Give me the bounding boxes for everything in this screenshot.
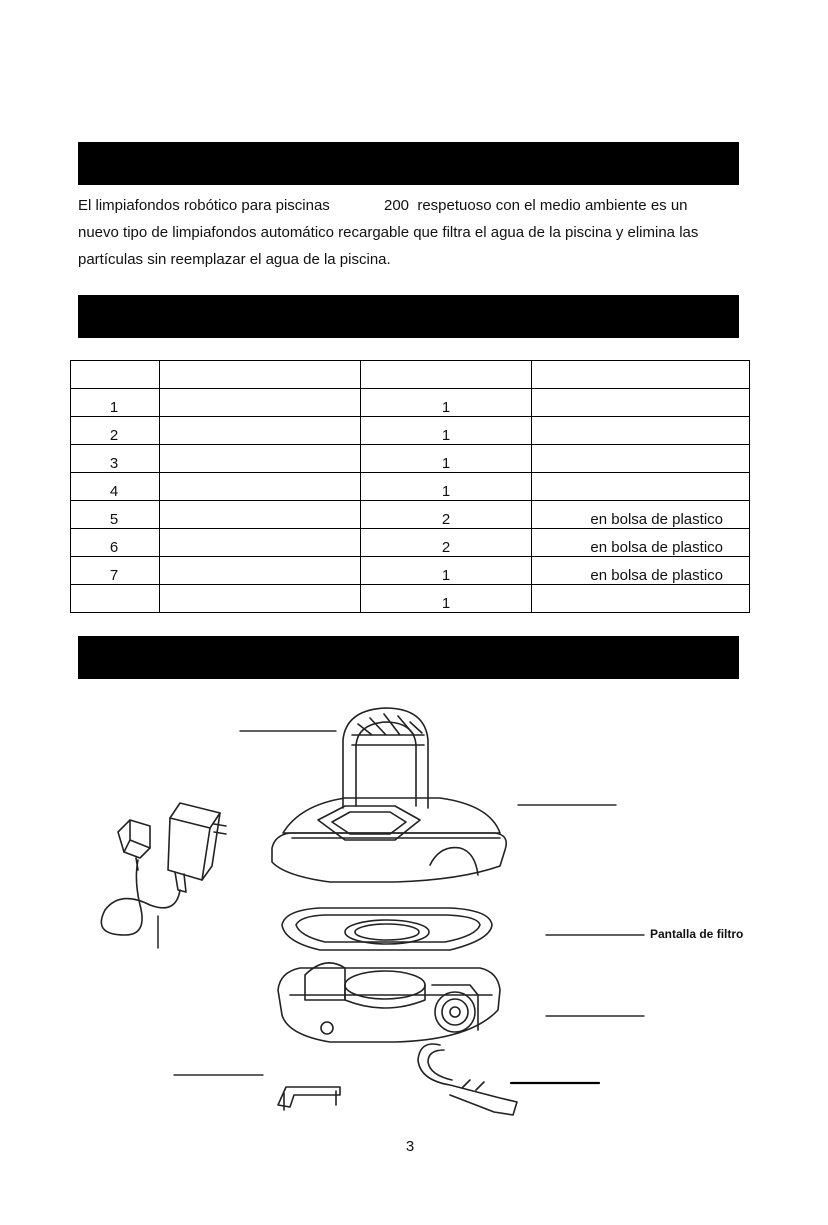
filter-screen-label: Pantalla de filtro <box>650 927 744 941</box>
cell-quantity: 1 <box>361 557 532 585</box>
cell-note: en bolsa de plastico <box>532 501 750 529</box>
cell-name <box>160 389 361 417</box>
table-row <box>71 529 750 557</box>
cell-quantity: 2 <box>361 529 532 557</box>
table-row <box>71 501 750 529</box>
parts-list-table <box>70 360 750 613</box>
cell-note <box>532 585 750 613</box>
cell-name <box>160 557 361 585</box>
cleaning-hook-tool-icon <box>418 1044 517 1115</box>
table-row <box>71 585 750 613</box>
cell-number: 4 <box>71 473 160 501</box>
cell-quantity: 1 <box>361 445 532 473</box>
cell-note <box>532 445 750 473</box>
page-number: 3 <box>405 1138 415 1155</box>
robot-top-cover-icon <box>272 708 506 882</box>
cell-quantity: 1 <box>361 585 532 613</box>
cell-number: 7 <box>71 557 160 585</box>
table-row <box>71 557 750 585</box>
cell-name <box>160 417 361 445</box>
product-exploded-diagram <box>0 690 828 1130</box>
section-header-bar-3 <box>78 636 739 679</box>
section-header-bar-1 <box>78 142 739 185</box>
bracket-clip-icon <box>278 1087 340 1110</box>
cell-quantity <box>361 361 532 389</box>
cell-note: en bolsa de plastico <box>532 529 750 557</box>
robot-base-body-icon <box>278 963 500 1042</box>
cell-note <box>532 361 750 389</box>
intro-line-3: partículas sin reemplazar el agua de la piscina. <box>78 251 391 268</box>
cell-quantity: 1 <box>361 417 532 445</box>
cell-quantity: 2 <box>361 501 532 529</box>
cell-note: en bolsa de plastico <box>532 557 750 585</box>
table-row <box>71 361 750 389</box>
charger-adapter-icon <box>101 803 226 935</box>
cell-name <box>160 473 361 501</box>
cell-quantity: 1 <box>361 389 532 417</box>
cell-name <box>160 585 361 613</box>
cell-note <box>532 473 750 501</box>
cell-note <box>532 417 750 445</box>
cell-note <box>532 389 750 417</box>
table-row <box>71 473 750 501</box>
intro-line-2: nuevo tipo de limpiafondos automático recargable que filtra el agua de la piscina y elimina las <box>78 224 699 241</box>
table-row <box>71 445 750 473</box>
cell-number <box>71 361 160 389</box>
cell-name <box>160 501 361 529</box>
cell-name <box>160 529 361 557</box>
intro-paragraph <box>78 192 758 273</box>
label-leader-lines <box>158 731 644 1083</box>
cell-quantity: 1 <box>361 473 532 501</box>
cell-number: 6 <box>71 529 160 557</box>
cell-number: 2 <box>71 417 160 445</box>
cell-number: 5 <box>71 501 160 529</box>
table-row <box>71 389 750 417</box>
filter-frame-icon <box>282 908 492 950</box>
table-row <box>71 417 750 445</box>
cell-number: 1 <box>71 389 160 417</box>
cell-number: 3 <box>71 445 160 473</box>
section-header-bar-2 <box>78 295 739 338</box>
cell-name <box>160 361 361 389</box>
cell-number <box>71 585 160 613</box>
intro-line-1: El limpiafondos robótico para piscinas 200 respetuoso con el medio ambiente es un <box>78 197 688 214</box>
cell-name <box>160 445 361 473</box>
